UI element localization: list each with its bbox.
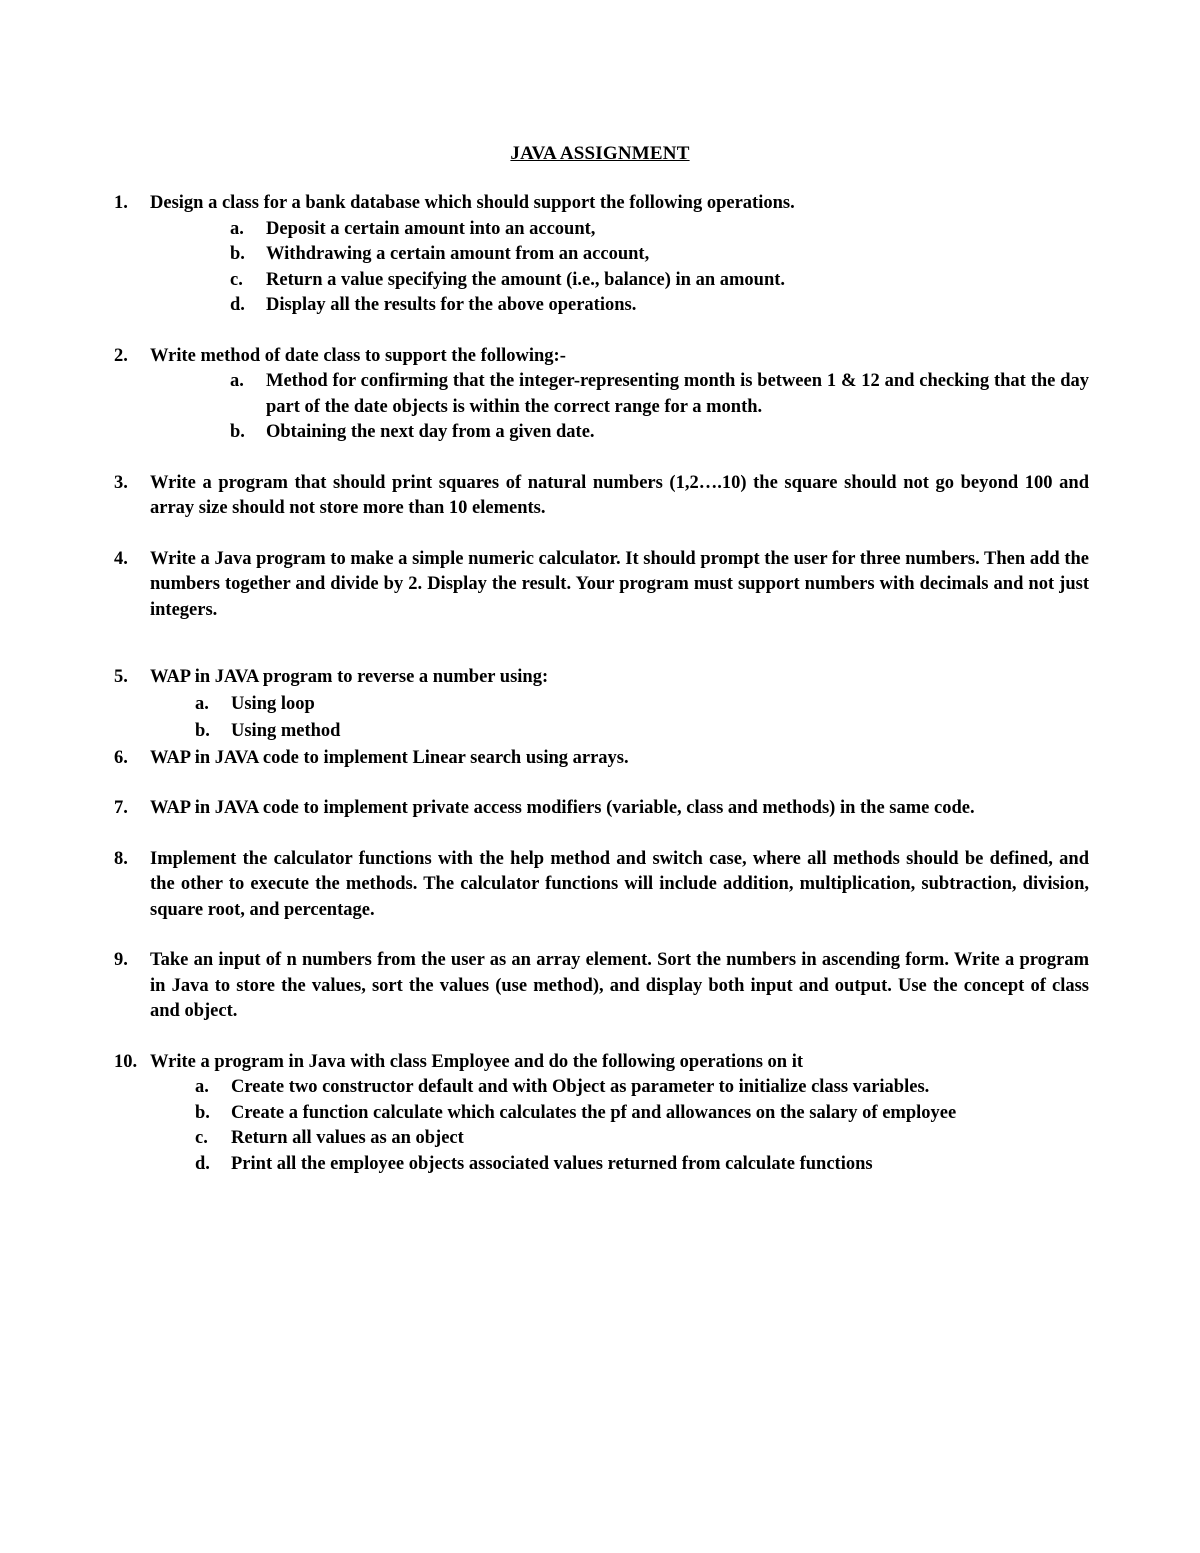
sub-text: Method for confirming that the integer-representing month is between 1 & 12 and checking that the day part of the date objects is within the correct range for a month. xyxy=(266,371,1089,417)
sub-text: Obtaining the next day from a given date. xyxy=(266,422,595,442)
sub-label: d. xyxy=(195,1153,210,1174)
question-number: 2. xyxy=(114,345,128,366)
document-title: JAVA ASSIGNMENT xyxy=(510,143,690,164)
sub-text: Return all values as an object xyxy=(231,1128,464,1148)
sub-text: Print all the employee objects associated values returned from calculate functions xyxy=(231,1153,873,1174)
sub-item xyxy=(150,420,1089,446)
question-text: Write a Java program to make a simple numeric calculator. It should prompt the user for three numbers. Then add the numbers together and divide by 2. Display the result. Your program must support numbers with decimals and not just integers. xyxy=(150,548,1089,620)
sub-item xyxy=(150,1101,1089,1127)
sub-list xyxy=(150,217,1089,319)
question-text: Take an input of n numbers from the user as an array element. Sort the numbers in ascending form. Write a program in Java to store the values, sort the values (use method), and display both input and output. Use the concept of class and object. xyxy=(150,950,1089,1021)
question-list xyxy=(114,191,1089,1177)
sub-label: a. xyxy=(230,371,244,391)
question-text: Write a program in Java with class Employee and do the following operations on it xyxy=(150,1051,804,1072)
sub-label: c. xyxy=(230,269,243,290)
question-text: Write a program that should print squares of natural numbers (1,2….10) the square should not go beyond 100 and array size should not store more than 10 elements. xyxy=(150,472,1089,518)
sub-list xyxy=(150,369,1089,446)
sub-item xyxy=(150,268,1089,294)
question-text: Write method of date class to support the following:- xyxy=(150,345,566,366)
question-7 xyxy=(114,796,1089,822)
question-number: 6. xyxy=(114,747,128,768)
question-2 xyxy=(114,344,1089,446)
question-10 xyxy=(114,1050,1089,1178)
question-1 xyxy=(114,191,1089,319)
question-number: 4. xyxy=(114,548,128,569)
sub-label: b. xyxy=(195,721,210,741)
question-number: 3. xyxy=(114,472,128,493)
question-number: 7. xyxy=(114,798,128,818)
sub-list xyxy=(150,691,1089,746)
sub-text: Display all the results for the above operations. xyxy=(266,295,637,315)
sub-label: b. xyxy=(230,244,245,264)
question-text: WAP in JAVA program to reverse a number using: xyxy=(150,667,549,687)
sub-item xyxy=(150,1126,1089,1152)
sub-item xyxy=(150,293,1089,319)
question-text: WAP in JAVA code to implement Linear search using arrays. xyxy=(150,747,629,768)
sub-label: a. xyxy=(230,218,244,239)
sub-item xyxy=(150,691,1089,719)
question-number: 1. xyxy=(114,193,128,213)
sub-item xyxy=(150,242,1089,268)
question-8 xyxy=(114,847,1089,924)
sub-list xyxy=(150,1075,1089,1177)
question-9 xyxy=(114,948,1089,1025)
question-text: Design a class for a bank database which should support the following operations. xyxy=(150,193,795,213)
question-number: 10. xyxy=(114,1051,138,1072)
sub-label: b. xyxy=(195,1102,210,1123)
sub-text: Create a function calculate which calculates the pf and allowances on the salary of employee xyxy=(231,1102,957,1123)
sub-item xyxy=(150,217,1089,243)
sub-label: a. xyxy=(195,693,209,714)
sub-label: a. xyxy=(195,1077,209,1097)
sub-text: Using loop xyxy=(231,693,315,714)
question-text: WAP in JAVA code to implement private access modifiers (variable, class and methods) in the same code. xyxy=(150,798,975,818)
sub-text: Withdrawing a certain amount from an account, xyxy=(266,244,650,264)
question-number: 5. xyxy=(114,667,128,687)
sub-text: Create two constructor default and with Object as parameter to initialize class variables. xyxy=(231,1077,930,1097)
question-6 xyxy=(114,746,1089,772)
sub-item xyxy=(150,1152,1089,1178)
sub-item xyxy=(150,1075,1089,1101)
sub-item xyxy=(150,369,1089,420)
sub-label: d. xyxy=(230,295,245,315)
question-3 xyxy=(114,471,1089,522)
question-5 xyxy=(114,665,1089,746)
sub-label: c. xyxy=(195,1128,208,1148)
sub-text: Return a value specifying the amount (i.e., balance) in an amount. xyxy=(266,269,786,290)
question-number: 8. xyxy=(114,848,128,869)
sub-text: Deposit a certain amount into an account, xyxy=(266,218,596,239)
question-number: 9. xyxy=(114,950,128,970)
question-text: Implement the calculator functions with the help method and switch case, where all methods should be defined, and the other to execute the methods. The calculator functions will include addition, multiplication, subtraction, division, square root, and percentage. xyxy=(150,848,1089,920)
sub-label: b. xyxy=(230,422,245,442)
sub-item xyxy=(150,718,1089,746)
sub-text: Using method xyxy=(231,721,341,741)
question-4 xyxy=(114,547,1089,624)
